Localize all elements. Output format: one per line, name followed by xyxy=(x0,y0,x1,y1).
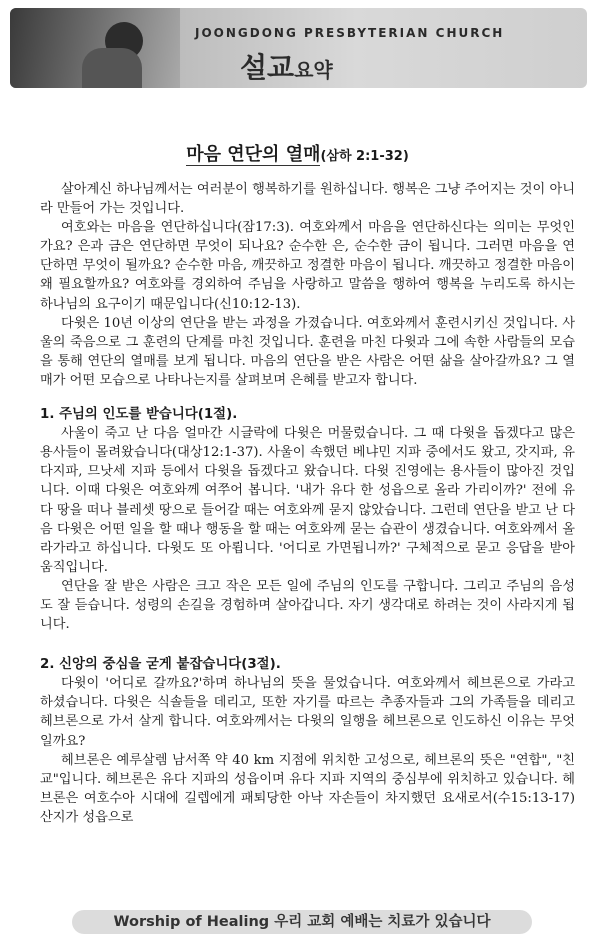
section2-paragraph: 다윗이 '어디로 갈까요?'하며 하나님의 뜻을 물었습니다. 여호와께서 헤브론으로 가라고 하셨습니다. 다윗은 식솔들을 데리고, 또한 자기를 따르는 추종자들과 그의 가족들을 데리고 헤브론으로 가서 살게 합니다. 여호와께서는 다윗의 일행을 헤브론으로 인도하신 이유는 무엇일까요? xyxy=(40,676,575,749)
section2-paragraph: 헤브론은 예루살렘 남서쪽 약 40 km 지점에 위치한 고성으로, 헤브론의 뜻은 "연합", "친교"입니다. 헤브론은 유다 지파의 성읍이며 유다 지파 지역의 중심부에 위치하고 있습니다. 헤브론은 여호수아 시대에 길렙에게 패퇴당한 아낙 자손들이 차지했던 요새로서(수15:13-17) 산지가 성읍으로 xyxy=(40,752,575,825)
intro-paragraph: 여호와는 마음을 연단하십니다(잠17:3). 여호와께서 마음을 연단하신다는 의미는 무엇인가요? 은과 금은 연단하면 무엇이 되나요? 순수한 은, 순수한 금이 됩니다. 그러면 마음을 연단하면 무엇이 될까요? 순수한 마음, 깨끗하고 정결한 마음이 됩니다. 깨끗하고 정결한 마음이 왜 필요할까요? 여호와를 경외하여 주님을 사랑하고 말씀을 행하여 행복을 누리도록 하시는 하나님의 요구이기 때문입니다(신10:12-13). xyxy=(40,220,575,312)
intro-paragraph: 살아계신 하나님께서는 여러분이 행복하기를 원하십니다. 행복은 그냥 주어지는 것이 아니라 만들어 가는 것입니다. xyxy=(40,182,575,217)
section-title-small: 요약 xyxy=(294,58,333,82)
sermon-title-main: 마음 연단의 열매 xyxy=(186,144,321,165)
section-title xyxy=(240,46,333,86)
section1-paragraph: 연단을 잘 받은 사람은 크고 작은 모든 일에 주님의 인도를 구합니다. 그리고 주님의 음성도 잘 듣습니다. 성령의 손길을 경험하며 살아갑니다. 자기 생각대로 하려는 것이 사라지게 됩니다. xyxy=(40,578,575,633)
sermon-title-reference: (삼하 2:1-32) xyxy=(320,149,409,164)
church-name: JOONGDONG PRESBYTERIAN CHURCH xyxy=(195,26,505,40)
section-title-big: 설교 xyxy=(240,51,295,84)
sermon-body xyxy=(40,180,575,827)
section1-paragraph: 사울이 죽고 난 다음 얼마간 시글락에 다윗은 머물렀습니다. 그 때 다윗을 돕겠다고 많은 용사들이 몰려왔습니다(대상12:1-37). 사울이 속했던 베냐민 지파 중에서도 왔고, 갓지파, 유다지파, 므낫세 지파 등에서 다윗을 돕겠다고 왔습니다. 다윗 진영에는 용사들이 많아진 것입니다. 이때 다윗은 여호와께 여쭈어 봅니다. '내가 유다 한 성읍으로 올라 가리이까?' 전에 유다 땅을 떠나 블레셋 땅으로 들어갈 때는 여호와께 묻지 않았습니다. 그런데 연단을 받고 난 다음 다윗은 어떤 일을 할 때나 행동을 할 때는 여호와께 묻는 습관이 생겼습니다. 여호와께서 올라가라고 하십니다. 다윗도 또 아룁니다. '어디로 가면됩니까?' 구체적으로 묻고 응답을 받아 움직입니다. xyxy=(40,426,575,575)
person-hands-shape xyxy=(82,48,142,88)
footer-banner: Worship of Healing 우리 교회 예배는 치료가 있습니다 xyxy=(72,910,532,934)
section1-heading: 1. 주님의 인도를 받습니다(1절). xyxy=(40,407,238,423)
praying-person-image xyxy=(10,8,180,88)
sermon-title xyxy=(0,140,595,166)
intro-paragraph: 다윗은 10년 이상의 연단을 받는 과정을 가졌습니다. 여호와께서 훈련시키신 것입니다. 사울의 죽음으로 그 훈련의 단계를 마친 것입니다. 훈련을 마친 다윗과 그에 속한 사람들의 모습을 통해 연단의 열매를 보게 됩니다. 마음의 연단을 받은 사람은 어떤 삶을 살아갈까요? 그 열매가 어떤 모습으로 나타나는지를 살펴보며 은혜를 받고자 합니다. xyxy=(40,315,575,388)
section2-heading: 2. 신앙의 중심을 굳게 붙잡습니다(3절). xyxy=(40,657,281,673)
header-banner xyxy=(10,8,587,88)
